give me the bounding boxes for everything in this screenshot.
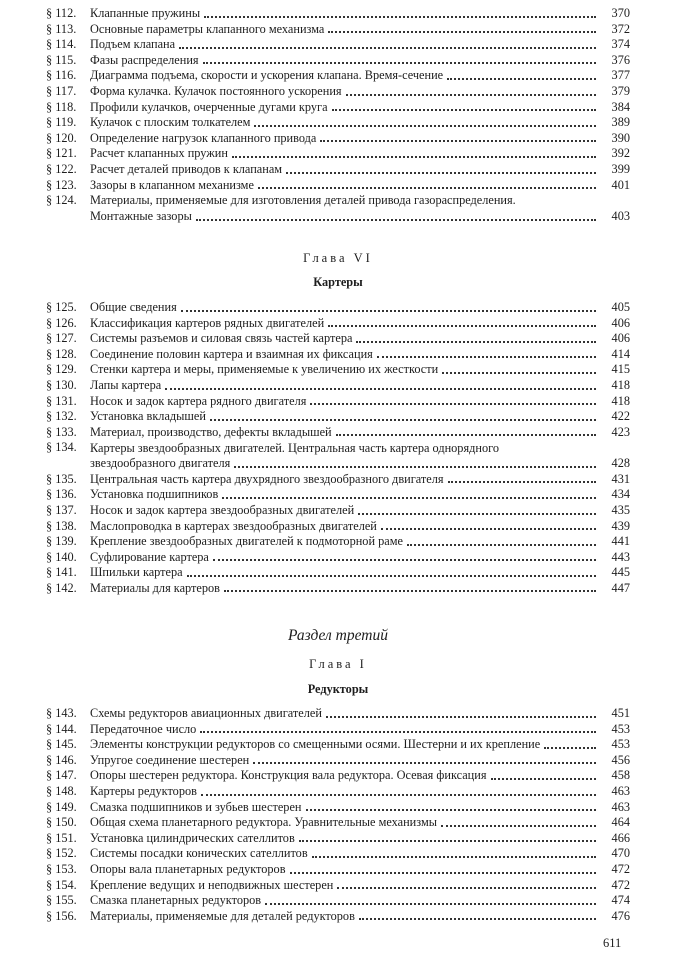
section-number: § 145. (46, 737, 77, 752)
section-number: § 115. (46, 52, 77, 67)
toc-entry (46, 831, 630, 847)
toc-entry-body (90, 162, 630, 178)
page-ref: 453 (611, 721, 630, 736)
entry-title: Смазка подшипников и зубьев шестерен (90, 799, 302, 814)
entry-title: Расчет клапанных пружин (90, 146, 228, 161)
entry-title: Диаграмма подъема, скорости и ускорения клапана. Время-сечение (90, 68, 444, 83)
dot-leader (358, 513, 596, 515)
toc-entry (46, 53, 630, 69)
section-number: § 147. (46, 768, 77, 783)
toc-entry (46, 503, 630, 519)
entry-title: Крепление ведущих и неподвижных шестерен (90, 877, 334, 892)
toc-entry (46, 394, 630, 410)
toc-entry (46, 893, 630, 909)
page-ref: 422 (611, 409, 630, 424)
page-ref: 384 (611, 99, 630, 114)
entry-title: Опоры шестерен редуктора. Конструкция вала редуктора. Осевая фиксация (90, 768, 487, 783)
dot-leader (442, 372, 596, 374)
dot-leader (165, 388, 596, 390)
page-ref: 374 (611, 37, 630, 52)
dot-leader (253, 762, 596, 764)
toc-entry (46, 409, 630, 425)
entry-title: Подъем клапана (90, 37, 176, 52)
toc-entry (46, 115, 630, 131)
entry-title: Установка подшипников (90, 487, 219, 502)
page-number: 611 (603, 936, 622, 950)
dot-leader (181, 310, 596, 312)
toc-entry-body (90, 178, 630, 194)
section-number: § 112. (46, 6, 77, 20)
toc-entry-body (90, 768, 630, 784)
toc-entry-body (90, 737, 630, 753)
toc-entry-body (90, 862, 630, 878)
page-ref: 376 (611, 52, 630, 67)
toc-entry-body (90, 581, 630, 597)
dot-leader (265, 903, 596, 905)
toc-entry (46, 846, 630, 862)
page-ref: 472 (611, 877, 630, 892)
toc-entry (46, 425, 630, 441)
page-ref: 389 (611, 115, 630, 130)
dot-leader (332, 109, 596, 111)
toc-entry-body (90, 22, 630, 38)
toc-entry (46, 753, 630, 769)
page-ref: 423 (611, 424, 630, 439)
toc-entry (46, 519, 630, 535)
page-ref: 428 (611, 456, 630, 471)
toc-entry-body (90, 6, 630, 22)
entry-title: Системы посадки конических сателлитов (90, 846, 308, 861)
entry-title: Смазка планетарных редукторов (90, 893, 262, 908)
dot-leader (544, 747, 596, 749)
entry-title: Шпильки картера (90, 565, 183, 580)
toc-entry-body (90, 193, 630, 224)
page-ref: 390 (611, 130, 630, 145)
toc-entry-body (90, 846, 630, 862)
section-number: § 134. (46, 440, 77, 455)
page-ref: 379 (611, 83, 630, 98)
dot-leader (196, 219, 596, 221)
section-number: § 119. (46, 115, 77, 130)
dot-leader (204, 16, 596, 18)
toc-entry (46, 316, 630, 332)
entry-title: Основные параметры клапанного механизма (90, 21, 325, 36)
section-number: § 138. (46, 518, 77, 533)
toc-entry (46, 362, 630, 378)
page-ref: 414 (611, 346, 630, 361)
page-ref: 443 (611, 549, 630, 564)
entry-title: Клапанные пружины (90, 6, 201, 20)
section-number: § 133. (46, 424, 77, 439)
dot-leader (381, 528, 596, 530)
dot-leader (337, 887, 596, 889)
dot-leader (328, 31, 596, 33)
section-number: § 149. (46, 799, 77, 814)
entry-title: Передаточное число (90, 721, 197, 736)
entry-title-continued: Монтажные зазоры (90, 208, 192, 223)
toc-entry-body (90, 84, 630, 100)
toc-entry (46, 6, 630, 22)
page-ref: 377 (611, 68, 630, 83)
dot-leader (326, 716, 596, 718)
entry-title: Опоры вала планетарных редукторов (90, 861, 286, 876)
toc-entry (46, 534, 630, 550)
entry-title: Носок и задок картера звездообразных двигателей (90, 502, 355, 517)
toc-entry (46, 737, 630, 753)
section-number: § 141. (46, 565, 77, 580)
dot-leader (310, 403, 596, 405)
entry-title: Стенки картера и меры, применяемые к увеличению их жесткости (90, 362, 439, 377)
section-number: § 126. (46, 315, 77, 330)
toc-entry-body (90, 753, 630, 769)
toc-entry (46, 768, 630, 784)
toc-entry-body (90, 550, 630, 566)
section-number: § 135. (46, 471, 77, 486)
page-ref: 441 (611, 534, 630, 549)
toc-entry-body (90, 800, 630, 816)
entry-title: Лапы картера (90, 377, 162, 392)
dot-leader (224, 590, 596, 592)
toc-entry (46, 300, 630, 316)
toc-entry (46, 487, 630, 503)
dot-leader (336, 434, 596, 436)
dot-leader (200, 731, 596, 733)
entry-title: Профили кулачков, очерченные дугами круга (90, 99, 328, 114)
toc-entry-body (90, 784, 630, 800)
entry-title: Упругое соединение шестерен (90, 752, 250, 767)
page-ref: 476 (611, 908, 630, 923)
toc-entry-body (90, 115, 630, 131)
section-number: § 143. (46, 706, 77, 720)
entry-title: Зазоры в клапанном механизме (90, 177, 254, 192)
toc-entry-body (90, 831, 630, 847)
entry-title-continued-line (90, 456, 630, 472)
page-ref: 415 (611, 362, 630, 377)
section-number: § 153. (46, 861, 77, 876)
toc-entry-body (90, 331, 630, 347)
toc-entry-body (90, 534, 630, 550)
entry-title: Картеры редукторов (90, 783, 197, 798)
dot-leader (187, 575, 596, 577)
dot-leader (254, 125, 596, 127)
toc-entry (46, 706, 630, 722)
section-number: § 148. (46, 783, 77, 798)
section-number: § 120. (46, 130, 77, 145)
section-number: § 124. (46, 193, 77, 208)
dot-leader (213, 559, 596, 561)
page-ref: 466 (611, 830, 630, 845)
entry-title: Установка цилиндрических сателлитов (90, 830, 295, 845)
page-ref: 406 (611, 331, 630, 346)
entry-title: Определение нагрузок клапанного привода (90, 130, 317, 145)
toc-entry (46, 22, 630, 38)
section-number: § 123. (46, 177, 77, 192)
section-number: § 128. (46, 346, 77, 361)
entry-title: Кулачок с плоским толкателем (90, 115, 251, 130)
toc-entry (46, 565, 630, 581)
section-number: § 144. (46, 721, 77, 736)
toc-entry-body (90, 409, 630, 425)
toc-block-chapter-6 (46, 300, 630, 596)
entry-title: Носок и задок картера рядного двигателя (90, 393, 307, 408)
section-heading: Раздел третий (288, 627, 388, 644)
toc-entry (46, 378, 630, 394)
entry-title: Общие сведения (90, 300, 177, 314)
toc-entry (46, 862, 630, 878)
chapter-heading: Глава VI (303, 251, 373, 265)
entry-title: Установка вкладышей (90, 409, 206, 424)
entry-title: Центральная часть картера двухрядного звездообразного двигателя (90, 471, 444, 486)
section-number: § 122. (46, 161, 77, 176)
section-number: § 116. (46, 68, 77, 83)
toc-entry-body (90, 300, 630, 316)
page-ref: 463 (611, 783, 630, 798)
section-number: § 146. (46, 752, 77, 767)
toc-entry-body (90, 425, 630, 441)
entry-title: Общая схема планетарного редуктора. Уравнительные механизмы (90, 815, 437, 830)
toc-entry-body (90, 146, 630, 162)
dot-leader (286, 172, 596, 174)
page-ref: 456 (611, 752, 630, 767)
chapter-title: Редукторы (307, 682, 369, 696)
toc-entry (46, 331, 630, 347)
entry-title: Материал, производство, дефекты вкладышей (90, 424, 332, 439)
section-number: § 125. (46, 300, 77, 314)
toc-entry-body (90, 706, 630, 722)
toc-entry (46, 68, 630, 84)
toc-entry-body (90, 519, 630, 535)
toc-entry-body (90, 472, 630, 488)
toc-entry (46, 440, 630, 471)
dot-leader (312, 856, 596, 858)
toc-entry (46, 146, 630, 162)
toc-entry-body (90, 378, 630, 394)
toc-entry-body (90, 893, 630, 909)
section-number: § 114. (46, 37, 77, 52)
page-ref: 392 (611, 146, 630, 161)
toc-entry (46, 878, 630, 894)
entry-title: Крепление звездообразных двигателей к подмоторной раме (90, 534, 403, 549)
dot-leader (203, 62, 596, 64)
toc-entry-body (90, 503, 630, 519)
toc-entry (46, 800, 630, 816)
dot-leader (320, 140, 596, 142)
toc-block-reducers (46, 706, 630, 924)
section-number: § 130. (46, 377, 77, 392)
page-ref: 435 (611, 502, 630, 517)
section-number: § 129. (46, 362, 77, 377)
section-number: § 139. (46, 534, 77, 549)
page-ref: 474 (611, 893, 630, 908)
page-ref: 434 (611, 487, 630, 502)
dot-leader (448, 481, 596, 483)
dot-leader (306, 809, 597, 811)
toc-block-chapter-5 (46, 6, 630, 225)
chapter-title: Картеры (313, 275, 363, 289)
section-number: § 118. (46, 99, 77, 114)
toc-entry (46, 784, 630, 800)
entry-title: Фазы распределения (90, 52, 199, 67)
entry-title: Маслопроводка в картерах звездообразных двигателей (90, 518, 377, 533)
section-number: § 131. (46, 393, 77, 408)
page-ref: 463 (611, 799, 630, 814)
toc-entry-body (90, 362, 630, 378)
dot-leader (210, 419, 596, 421)
page-ref: 458 (611, 768, 630, 783)
section-number: § 150. (46, 815, 77, 830)
dot-leader (377, 356, 596, 358)
page-ref: 405 (611, 300, 630, 314)
entry-title: Материалы для картеров (90, 580, 220, 595)
toc-entry (46, 193, 630, 224)
dot-leader (201, 794, 596, 796)
toc-entry-body (90, 565, 630, 581)
section-number: § 156. (46, 908, 77, 923)
section-number: § 137. (46, 502, 77, 517)
page-ref: 445 (611, 565, 630, 580)
dot-leader (290, 872, 596, 874)
dot-leader (346, 94, 596, 96)
dot-leader (441, 825, 596, 827)
toc-entry (46, 909, 630, 925)
entry-title: Соединение половин картера и взаимная их фиксация (90, 346, 373, 361)
section-number: § 136. (46, 487, 77, 502)
page-ref: 401 (611, 177, 630, 192)
dot-leader (179, 47, 596, 49)
section-number: § 121. (46, 146, 77, 161)
page-ref: 431 (611, 471, 630, 486)
page-ref: 451 (611, 706, 630, 720)
page-ref: 418 (611, 393, 630, 408)
toc-entry-body (90, 316, 630, 332)
toc-entry-body (90, 68, 630, 84)
dot-leader (234, 466, 596, 468)
toc-entry (46, 162, 630, 178)
entry-title-continued-line (90, 209, 630, 225)
section-number: § 132. (46, 409, 77, 424)
toc-entry (46, 100, 630, 116)
toc-entry-body (90, 37, 630, 53)
section-number: § 127. (46, 331, 77, 346)
section-number: § 140. (46, 549, 77, 564)
toc-entry-body (90, 347, 630, 363)
toc-entry-body (90, 487, 630, 503)
dot-leader (328, 325, 596, 327)
toc-entry-body (90, 722, 630, 738)
toc-entry-body (90, 100, 630, 116)
entry-title: Расчет деталей приводов к клапанам (90, 161, 283, 176)
toc-entry-body (90, 441, 630, 472)
toc-entry (46, 347, 630, 363)
entry-title-continued: звездообразного двигателя (90, 456, 231, 471)
dot-leader (258, 187, 596, 189)
entry-title: Форма кулачка. Кулачок постоянного ускорения (90, 83, 342, 98)
toc-entry (46, 472, 630, 488)
section-number: § 151. (46, 830, 77, 845)
entry-title: Схемы редукторов авиационных двигателей (90, 706, 322, 720)
page-ref: 418 (611, 377, 630, 392)
toc-entry (46, 722, 630, 738)
toc-entry-body (90, 815, 630, 831)
entry-title: Элементы конструкции редукторов со смещенными осями. Шестерни и их крепление (90, 737, 541, 752)
dot-leader (232, 156, 596, 158)
section-number: § 154. (46, 877, 77, 892)
dot-leader (359, 918, 596, 920)
page-ref: 372 (611, 21, 630, 36)
page-ref: 472 (611, 861, 630, 876)
entry-title: Суфлирование картера (90, 549, 209, 564)
page-ref: 453 (611, 737, 630, 752)
page-ref: 406 (611, 315, 630, 330)
toc-entry (46, 178, 630, 194)
section-number: § 142. (46, 580, 77, 595)
section-number: § 152. (46, 846, 77, 861)
page-ref: 370 (611, 6, 630, 20)
chapter-heading: Глава I (309, 657, 367, 671)
section-number: § 113. (46, 21, 77, 36)
toc-entry (46, 581, 630, 597)
toc-entry-body (90, 878, 630, 894)
toc-entry (46, 84, 630, 100)
toc-entry-body (90, 909, 630, 925)
section-number: § 155. (46, 893, 77, 908)
dot-leader (299, 840, 596, 842)
dot-leader (407, 544, 596, 546)
page-ref: 439 (611, 518, 630, 533)
toc-entry (46, 815, 630, 831)
entry-title: Классификация картеров рядных двигателей (90, 315, 325, 330)
toc-entry-body (90, 131, 630, 147)
dot-leader (491, 778, 597, 780)
page-ref: 403 (611, 208, 630, 223)
entry-title: Системы разъемов и силовая связь частей картера (90, 331, 353, 346)
dot-leader (447, 78, 596, 80)
section-number: § 117. (46, 83, 77, 98)
entry-title: Материалы, применяемые для изготовления деталей привода газораспределения. (90, 193, 516, 208)
entry-title: Картеры звездообразных двигателей. Центральная часть картера однорядного (90, 440, 499, 455)
page-ref: 399 (611, 161, 630, 176)
page-ref: 470 (611, 846, 630, 861)
dot-leader (356, 341, 596, 343)
toc-entry-body (90, 53, 630, 69)
toc-entry (46, 37, 630, 53)
page-ref: 464 (611, 815, 630, 830)
toc-entry (46, 550, 630, 566)
toc-entry-body (90, 394, 630, 410)
toc-entry (46, 131, 630, 147)
dot-leader (222, 497, 596, 499)
entry-title: Материалы, применяемые для деталей редукторов (90, 908, 355, 923)
page-ref: 447 (611, 580, 630, 595)
